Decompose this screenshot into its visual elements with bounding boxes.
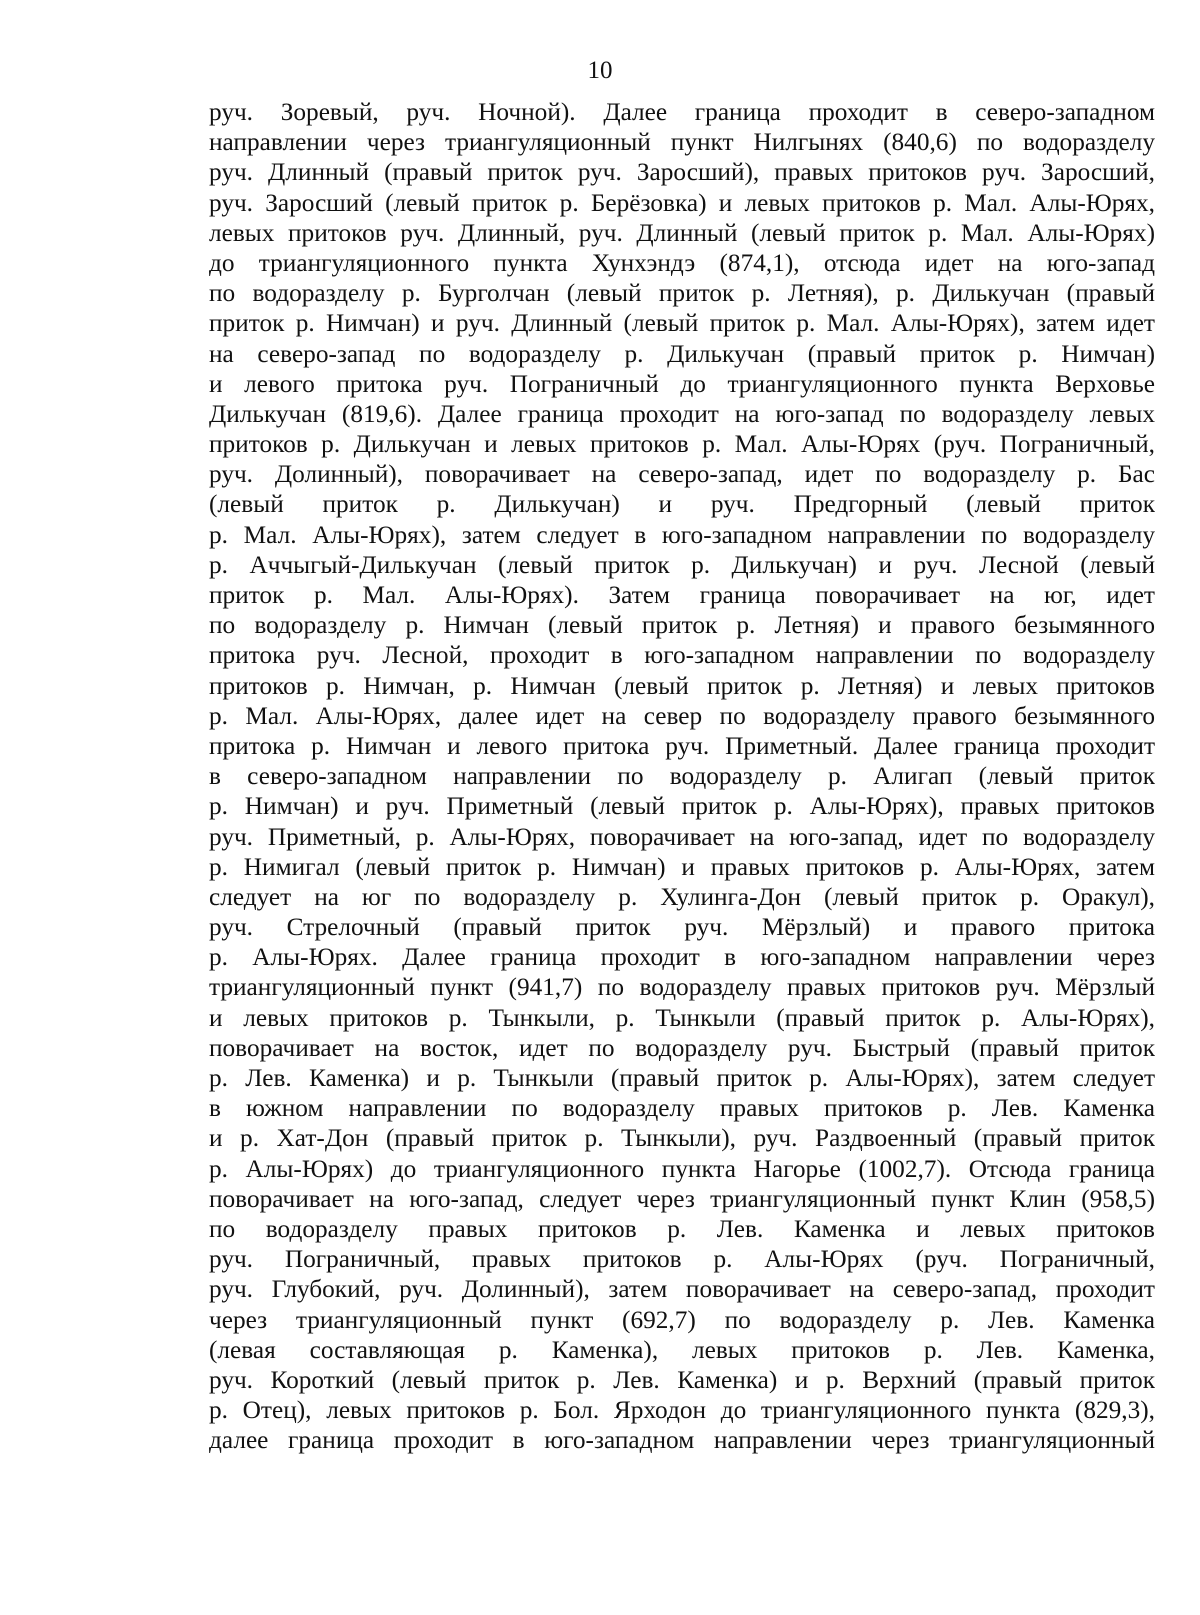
text-line: притока руч. Лесной, проходит в юго-западном направлении по водоразделу [209,641,1155,670]
text-line: и р. Хат-Дон (правый приток р. Тынкыли), руч. Раздвоенный (правый приток [209,1124,1155,1153]
text-line: р. Нимигал (левый приток р. Нимчан) и правых притоков р. Алы-Юрях, затем [209,852,1155,881]
text-line: руч. Стрелочный (правый приток руч. Мёрзлый) и правого притока [209,913,1155,942]
text-line: руч. Приметный, р. Алы-Юрях, поворачивает на юго-запад, идет по водоразделу [209,822,1155,851]
text-line: поворачивает на восток, идет по водоразделу руч. Быстрый (правый приток [209,1033,1155,1062]
text-line: поворачивает на юго-запад, следует через триангуляционный пункт Клин (958,5) [209,1184,1155,1213]
text-line: до триангуляционного пункта Хунхэндэ (874,1), отсюда идет на юго-запад [209,248,1155,277]
text-line: следует на юг по водоразделу р. Хулинга-Дон (левый приток р. Оракул), [209,882,1155,911]
text-line: р. Мал. Алы-Юрях, далее идет на север по водоразделу правого безымянного [209,701,1155,730]
text-line: в северо-западном направлении по водоразделу р. Алигап (левый приток [209,762,1155,791]
text-line: р. Отец), левых притоков р. Бол. Ярходон до триангуляционного пункта (829,3), [209,1396,1155,1425]
text-line: и левого притока руч. Пограничный до триангуляционного пункта Верховье [209,369,1155,398]
text-line: направлении через триангуляционный пункт Нилгынях (840,6) по водоразделу [209,128,1155,157]
text-line: левых притоков руч. Длинный, руч. Длинный (левый приток р. Мал. Алы-Юрях) [209,218,1155,247]
text-line: (левая составляющая р. Каменка), левых притоков р. Лев. Каменка, [209,1335,1155,1364]
text-line: приток р. Нимчан) и руч. Длинный (левый приток р. Мал. Алы-Юрях), затем идет [209,309,1155,338]
text-line: по водоразделу р. Бурголчан (левый приток р. Летняя), р. Дилькучан (правый [209,279,1155,308]
text-line: приток р. Мал. Алы-Юрях). Затем граница поворачивает на юг, идет [209,581,1155,609]
text-line: руч. Длинный (правый приток руч. Заросший), правых притоков руч. Заросший, [209,158,1155,187]
text-line: р. Аччыгый-Дилькучан (левый приток р. Дилькучан) и руч. Лесной (левый [209,550,1155,579]
text-line: р. Нимчан) и руч. Приметный (левый приток р. Алы-Юрях), правых притоков [209,792,1155,821]
text-line: в южном направлении по водоразделу правых притоков р. Лев. Каменка [209,1094,1155,1123]
text-line: по водоразделу правых притоков р. Лев. Каменка и левых притоков [209,1214,1155,1243]
text-line: на северо-запад по водоразделу р. Дилькучан (правый приток р. Нимчан) [209,339,1155,368]
text-line: по водоразделу р. Нимчан (левый приток р. Летняя) и правого безымянного [209,611,1155,640]
text-line: руч. Зоревый, руч. Ночной). Далее граница проходит в северо-западном [209,98,1155,126]
page-number: 10 [587,57,613,84]
text-line: руч. Заросший (левый приток р. Берёзовка) и левых притоков р. Мал. Алы-Юрях, [209,188,1155,217]
text-line: руч. Пограничный, правых притоков р. Алы-Юрях (руч. Пограничный, [209,1245,1155,1274]
text-line: р. Мал. Алы-Юрях), затем следует в юго-западном направлении по водоразделу [209,520,1155,549]
text-line: и левых притоков р. Тынкыли, р. Тынкыли (правый приток р. Алы-Юрях), [209,1003,1155,1032]
text-line: руч. Короткий (левый приток р. Лев. Каменка) и р. Верхний (правый приток [209,1365,1155,1394]
text-line: р. Алы-Юрях) до триангуляционного пункта Нагорье (1002,7). Отсюда граница [209,1154,1155,1183]
document-body [209,97,1155,1455]
text-line: далее граница проходит в юго-западном направлении через триангуляционный [209,1426,1155,1455]
text-line: притока р. Нимчан и левого притока руч. Приметный. Далее граница проходит [209,731,1155,760]
text-line: Дилькучан (819,6). Далее граница проходит на юго-запад по водоразделу левых [209,399,1155,428]
text-line: триангуляционный пункт (941,7) по водоразделу правых притоков руч. Мёрзлый [209,973,1155,1002]
text-line: руч. Долинный), поворачивает на северо-запад, идет по водоразделу р. Бас [209,460,1155,489]
text-line: руч. Глубокий, руч. Долинный), затем поворачивает на северо-запад, проходит [209,1275,1155,1304]
text-line: притоков р. Дилькучан и левых притоков р. Мал. Алы-Юрях (руч. Пограничный, [209,430,1155,459]
text-line: р. Лев. Каменка) и р. Тынкыли (правый приток р. Алы-Юрях), затем следует [209,1064,1155,1092]
text-line: через триангуляционный пункт (692,7) по водоразделу р. Лев. Каменка [209,1305,1155,1334]
text-line: (левый приток р. Дилькучан) и руч. Предгорный (левый приток [209,490,1155,519]
text-line: р. Алы-Юрях. Далее граница проходит в юго-западном направлении через [209,943,1155,972]
text-line: притоков р. Нимчан, р. Нимчан (левый приток р. Летняя) и левых притоков [209,671,1155,700]
